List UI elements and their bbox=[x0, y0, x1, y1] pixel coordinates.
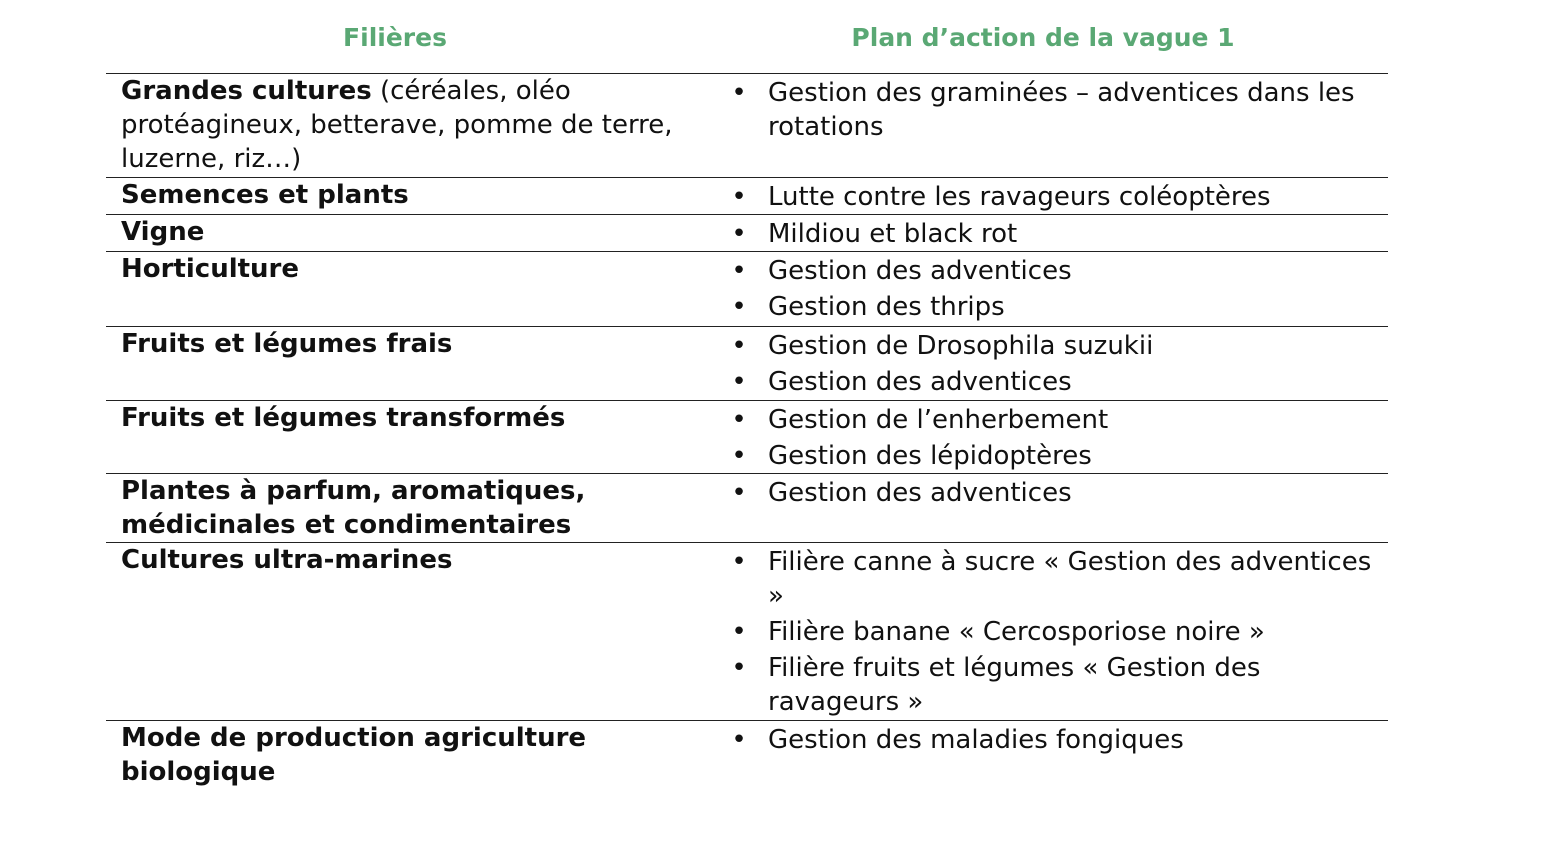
filiere-cell bbox=[106, 474, 716, 542]
action-item bbox=[716, 615, 1388, 649]
filiere-cell bbox=[106, 721, 716, 801]
action-item bbox=[716, 403, 1388, 437]
filiere-name: Vigne bbox=[121, 217, 205, 247]
bullet-icon: • bbox=[731, 367, 747, 397]
action-list bbox=[716, 76, 1388, 144]
filiere-cell bbox=[106, 252, 716, 326]
action-text: Gestion de Drosophila suzukii bbox=[768, 331, 1154, 361]
filiere-cell bbox=[106, 74, 716, 177]
filieres-table bbox=[106, 18, 1388, 801]
filiere-name: Fruits et légumes transformés bbox=[121, 403, 566, 433]
plan-action-cell bbox=[716, 401, 1388, 473]
action-list bbox=[716, 329, 1388, 399]
table-row bbox=[106, 543, 1388, 721]
filiere-cell bbox=[106, 215, 716, 251]
action-text: Gestion des maladies fongiques bbox=[768, 725, 1184, 755]
plan-action-cell bbox=[716, 474, 1388, 542]
plan-action-cell bbox=[716, 252, 1388, 326]
table-body bbox=[106, 74, 1388, 801]
action-item bbox=[716, 476, 1388, 510]
plan-action-cell bbox=[716, 543, 1388, 720]
action-text: Gestion de l’enherbement bbox=[768, 405, 1109, 435]
filiere-cell bbox=[106, 401, 716, 473]
filiere-name: Grandes cultures bbox=[121, 76, 372, 106]
table-row bbox=[106, 252, 1388, 327]
filiere-name: Cultures ultra-marines bbox=[121, 545, 453, 575]
action-list bbox=[716, 545, 1388, 719]
action-item bbox=[716, 217, 1388, 251]
action-text: Gestion des adventices bbox=[768, 478, 1072, 508]
table-row bbox=[106, 74, 1388, 178]
action-text: Lutte contre les ravageurs coléoptères bbox=[768, 182, 1271, 212]
filiere-name: Mode de production agriculture biologique bbox=[121, 723, 587, 787]
action-list bbox=[716, 723, 1388, 757]
action-text: Filière fruits et légumes « Gestion des ravageurs » bbox=[768, 653, 1261, 717]
table-row bbox=[106, 401, 1388, 474]
action-list bbox=[716, 476, 1388, 510]
action-item bbox=[716, 439, 1388, 473]
bullet-icon: • bbox=[731, 617, 747, 647]
action-text: Filière banane « Cercosporiose noire » bbox=[768, 617, 1265, 647]
plan-action-cell bbox=[716, 178, 1388, 214]
plan-action-cell bbox=[716, 721, 1388, 801]
plan-action-cell bbox=[716, 74, 1388, 177]
action-text: Gestion des graminées – adventices dans les rotations bbox=[768, 78, 1355, 142]
action-item bbox=[716, 365, 1388, 399]
action-list bbox=[716, 403, 1388, 473]
plan-action-cell bbox=[716, 327, 1388, 400]
action-item bbox=[716, 329, 1388, 363]
bullet-icon: • bbox=[731, 725, 747, 755]
filiere-cell bbox=[106, 327, 716, 400]
filiere-cell bbox=[106, 543, 716, 720]
action-text: Mildiou et black rot bbox=[768, 219, 1018, 249]
action-item bbox=[716, 290, 1388, 324]
action-item bbox=[716, 723, 1388, 757]
action-text: Gestion des thrips bbox=[768, 292, 1005, 322]
table-row bbox=[106, 474, 1388, 543]
action-item bbox=[716, 180, 1388, 214]
filiere-cell bbox=[106, 178, 716, 214]
table-row bbox=[106, 327, 1388, 401]
action-text: Gestion des lépidoptères bbox=[768, 441, 1092, 471]
header-filieres: Filières bbox=[343, 23, 447, 52]
table-row bbox=[106, 721, 1388, 801]
filiere-name: Horticulture bbox=[121, 254, 300, 284]
bullet-icon: • bbox=[731, 653, 747, 683]
action-list bbox=[716, 254, 1388, 324]
action-item bbox=[716, 254, 1388, 288]
table-row bbox=[106, 178, 1388, 215]
action-item bbox=[716, 651, 1388, 719]
action-item bbox=[716, 545, 1388, 613]
bullet-icon: • bbox=[731, 547, 747, 577]
table-row bbox=[106, 215, 1388, 252]
header-plan-action: Plan d’action de la vague 1 bbox=[851, 23, 1235, 52]
filiere-name: Semences et plants bbox=[121, 180, 409, 210]
bullet-icon: • bbox=[731, 441, 747, 471]
action-list bbox=[716, 180, 1388, 214]
bullet-icon: • bbox=[731, 292, 747, 322]
bullet-icon: • bbox=[731, 478, 747, 508]
bullet-icon: • bbox=[731, 405, 747, 435]
bullet-icon: • bbox=[731, 182, 747, 212]
plan-action-cell bbox=[716, 215, 1388, 251]
action-item bbox=[716, 76, 1388, 144]
bullet-icon: • bbox=[731, 331, 747, 361]
table-header bbox=[106, 18, 1388, 74]
bullet-icon: • bbox=[731, 219, 747, 249]
filiere-name: Fruits et légumes frais bbox=[121, 329, 453, 359]
bullet-icon: • bbox=[731, 256, 747, 286]
action-text: Filière canne à sucre « Gestion des adventices » bbox=[768, 547, 1372, 611]
filiere-name: Plantes à parfum, aromatiques, médicinales et condimentaires bbox=[121, 476, 586, 540]
action-text: Gestion des adventices bbox=[768, 256, 1072, 286]
action-list bbox=[716, 217, 1388, 251]
filiere-detail: (céréales, oléo protéagineux, betterave, pomme de terre, luzerne, riz…) bbox=[121, 76, 673, 174]
action-text: Gestion des adventices bbox=[768, 367, 1072, 397]
bullet-icon: • bbox=[731, 78, 747, 108]
